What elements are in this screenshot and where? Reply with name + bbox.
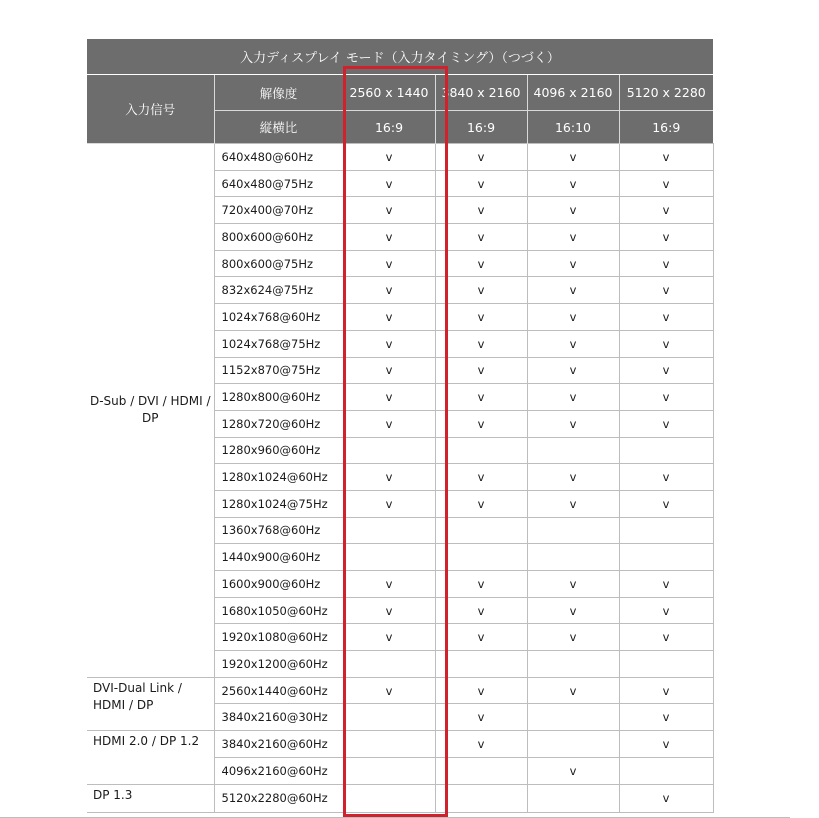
timing-cell: 5120x2280@60Hz — [214, 784, 343, 813]
support-mark-cell — [435, 437, 527, 464]
timing-cell: 720x400@70Hz — [214, 197, 343, 224]
support-mark-cell: v — [619, 304, 713, 331]
support-mark-cell: v — [527, 384, 619, 411]
support-mark-cell: v — [619, 490, 713, 517]
table-row — [87, 784, 713, 813]
aspect-label: 縦横比 — [214, 111, 343, 144]
timing-cell: 4096x2160@60Hz — [214, 757, 343, 784]
support-mark-cell: v — [619, 357, 713, 384]
resolution-header: 2560 x 1440 — [343, 75, 435, 111]
aspect-header: 16:9 — [343, 111, 435, 144]
support-mark-cell: v — [527, 677, 619, 704]
support-mark-cell: v — [343, 144, 435, 171]
table-row — [87, 677, 713, 704]
support-mark-cell — [527, 437, 619, 464]
support-mark-cell: v — [527, 277, 619, 304]
support-mark-cell: v — [619, 224, 713, 251]
support-mark-cell — [435, 757, 527, 784]
support-mark-cell — [435, 544, 527, 571]
timing-cell: 1152x870@75Hz — [214, 357, 343, 384]
aspect-header: 16:10 — [527, 111, 619, 144]
table-title: 入力ディスプレイ モード（入力タイミング）（つづく） — [87, 39, 713, 75]
support-mark-cell: v — [527, 597, 619, 624]
support-mark-cell: v — [435, 304, 527, 331]
support-mark-cell — [343, 437, 435, 464]
support-mark-cell — [343, 784, 435, 813]
support-mark-cell — [527, 544, 619, 571]
support-mark-cell: v — [343, 571, 435, 598]
support-mark-cell — [435, 517, 527, 544]
support-mark-cell — [527, 517, 619, 544]
resolution-header: 4096 x 2160 — [527, 75, 619, 111]
support-mark-cell: v — [527, 571, 619, 598]
signal-group-cell: D-Sub / DVI / HDMI / DP — [87, 144, 214, 678]
support-mark-cell: v — [435, 677, 527, 704]
support-mark-cell: v — [343, 250, 435, 277]
support-mark-cell — [343, 704, 435, 731]
resolution-label: 解像度 — [214, 75, 343, 111]
support-mark-cell: v — [527, 144, 619, 171]
timing-cell: 1280x720@60Hz — [214, 410, 343, 437]
support-mark-cell — [619, 517, 713, 544]
support-mark-cell: v — [619, 197, 713, 224]
support-mark-cell — [619, 544, 713, 571]
timing-cell: 1024x768@60Hz — [214, 304, 343, 331]
support-mark-cell: v — [343, 224, 435, 251]
timing-cell: 3840x2160@30Hz — [214, 704, 343, 731]
support-mark-cell: v — [435, 330, 527, 357]
support-mark-cell: v — [619, 784, 713, 813]
support-mark-cell: v — [527, 410, 619, 437]
support-mark-cell: v — [619, 677, 713, 704]
support-mark-cell: v — [343, 490, 435, 517]
support-mark-cell — [343, 651, 435, 678]
timing-cell: 800x600@60Hz — [214, 224, 343, 251]
support-mark-cell: v — [343, 330, 435, 357]
support-mark-cell: v — [527, 224, 619, 251]
support-mark-cell: v — [619, 731, 713, 758]
input-signal-header: 入力信号 — [87, 75, 214, 144]
support-mark-cell: v — [343, 597, 435, 624]
timing-cell: 832x624@75Hz — [214, 277, 343, 304]
support-mark-cell: v — [435, 197, 527, 224]
timing-cell: 1280x800@60Hz — [214, 384, 343, 411]
support-mark-cell: v — [527, 464, 619, 491]
timing-cell: 1440x900@60Hz — [214, 544, 343, 571]
support-mark-cell: v — [527, 330, 619, 357]
support-mark-cell: v — [435, 224, 527, 251]
table-row — [87, 144, 713, 171]
support-mark-cell — [527, 784, 619, 813]
support-mark-cell — [619, 651, 713, 678]
support-mark-cell: v — [435, 144, 527, 171]
timing-cell: 1280x1024@60Hz — [214, 464, 343, 491]
support-mark-cell — [527, 704, 619, 731]
timing-cell: 1920x1200@60Hz — [214, 651, 343, 678]
support-mark-cell: v — [435, 410, 527, 437]
input-timing-table — [87, 39, 714, 813]
timing-cell: 3840x2160@60Hz — [214, 731, 343, 758]
support-mark-cell: v — [619, 144, 713, 171]
support-mark-cell — [619, 757, 713, 784]
signal-group-cell: DVI-Dual Link / HDMI / DP — [87, 677, 214, 730]
support-mark-cell: v — [619, 464, 713, 491]
support-mark-cell: v — [343, 464, 435, 491]
support-mark-cell: v — [343, 304, 435, 331]
support-mark-cell: v — [619, 597, 713, 624]
signal-group-cell: DP 1.3 — [87, 784, 214, 813]
support-mark-cell: v — [435, 624, 527, 651]
timing-cell: 1280x960@60Hz — [214, 437, 343, 464]
support-mark-cell: v — [619, 571, 713, 598]
support-mark-cell: v — [343, 384, 435, 411]
timing-cell: 1920x1080@60Hz — [214, 624, 343, 651]
timing-cell: 800x600@75Hz — [214, 250, 343, 277]
support-mark-cell: v — [435, 250, 527, 277]
support-mark-cell: v — [619, 170, 713, 197]
support-mark-cell: v — [435, 704, 527, 731]
resolution-header: 3840 x 2160 — [435, 75, 527, 111]
support-mark-cell: v — [435, 357, 527, 384]
support-mark-cell: v — [619, 384, 713, 411]
support-mark-cell: v — [619, 277, 713, 304]
support-mark-cell: v — [527, 304, 619, 331]
timing-cell: 640x480@60Hz — [214, 144, 343, 171]
timing-cell: 1360x768@60Hz — [214, 517, 343, 544]
aspect-header: 16:9 — [435, 111, 527, 144]
timing-cell: 1680x1050@60Hz — [214, 597, 343, 624]
support-mark-cell: v — [435, 277, 527, 304]
support-mark-cell — [527, 731, 619, 758]
timing-cell: 640x480@75Hz — [214, 170, 343, 197]
support-mark-cell: v — [435, 731, 527, 758]
support-mark-cell — [435, 651, 527, 678]
support-mark-cell: v — [435, 490, 527, 517]
support-mark-cell: v — [527, 757, 619, 784]
support-mark-cell: v — [435, 571, 527, 598]
support-mark-cell: v — [343, 197, 435, 224]
support-mark-cell — [343, 731, 435, 758]
support-mark-cell: v — [343, 624, 435, 651]
timing-cell: 1600x900@60Hz — [214, 571, 343, 598]
support-mark-cell — [343, 517, 435, 544]
timing-cell: 1024x768@75Hz — [214, 330, 343, 357]
support-mark-cell — [343, 544, 435, 571]
table-row — [87, 731, 713, 758]
support-mark-cell: v — [619, 410, 713, 437]
support-mark-cell: v — [343, 410, 435, 437]
support-mark-cell: v — [435, 170, 527, 197]
support-mark-cell: v — [619, 624, 713, 651]
timing-cell: 2560x1440@60Hz — [214, 677, 343, 704]
support-mark-cell: v — [343, 170, 435, 197]
support-mark-cell: v — [619, 330, 713, 357]
support-mark-cell: v — [527, 170, 619, 197]
support-mark-cell: v — [435, 464, 527, 491]
support-mark-cell — [527, 651, 619, 678]
aspect-header: 16:9 — [619, 111, 713, 144]
support-mark-cell: v — [619, 250, 713, 277]
support-mark-cell: v — [527, 250, 619, 277]
support-mark-cell: v — [343, 277, 435, 304]
support-mark-cell — [435, 784, 527, 813]
signal-group-cell: HDMI 2.0 / DP 1.2 — [87, 731, 214, 784]
support-mark-cell: v — [527, 490, 619, 517]
support-mark-cell: v — [435, 384, 527, 411]
resolution-header: 5120 x 2280 — [619, 75, 713, 111]
support-mark-cell: v — [527, 624, 619, 651]
support-mark-cell — [619, 437, 713, 464]
support-mark-cell: v — [527, 197, 619, 224]
support-mark-cell: v — [343, 677, 435, 704]
support-mark-cell — [343, 757, 435, 784]
timing-cell: 1280x1024@75Hz — [214, 490, 343, 517]
support-mark-cell: v — [343, 357, 435, 384]
support-mark-cell: v — [435, 597, 527, 624]
support-mark-cell: v — [619, 704, 713, 731]
support-mark-cell: v — [527, 357, 619, 384]
